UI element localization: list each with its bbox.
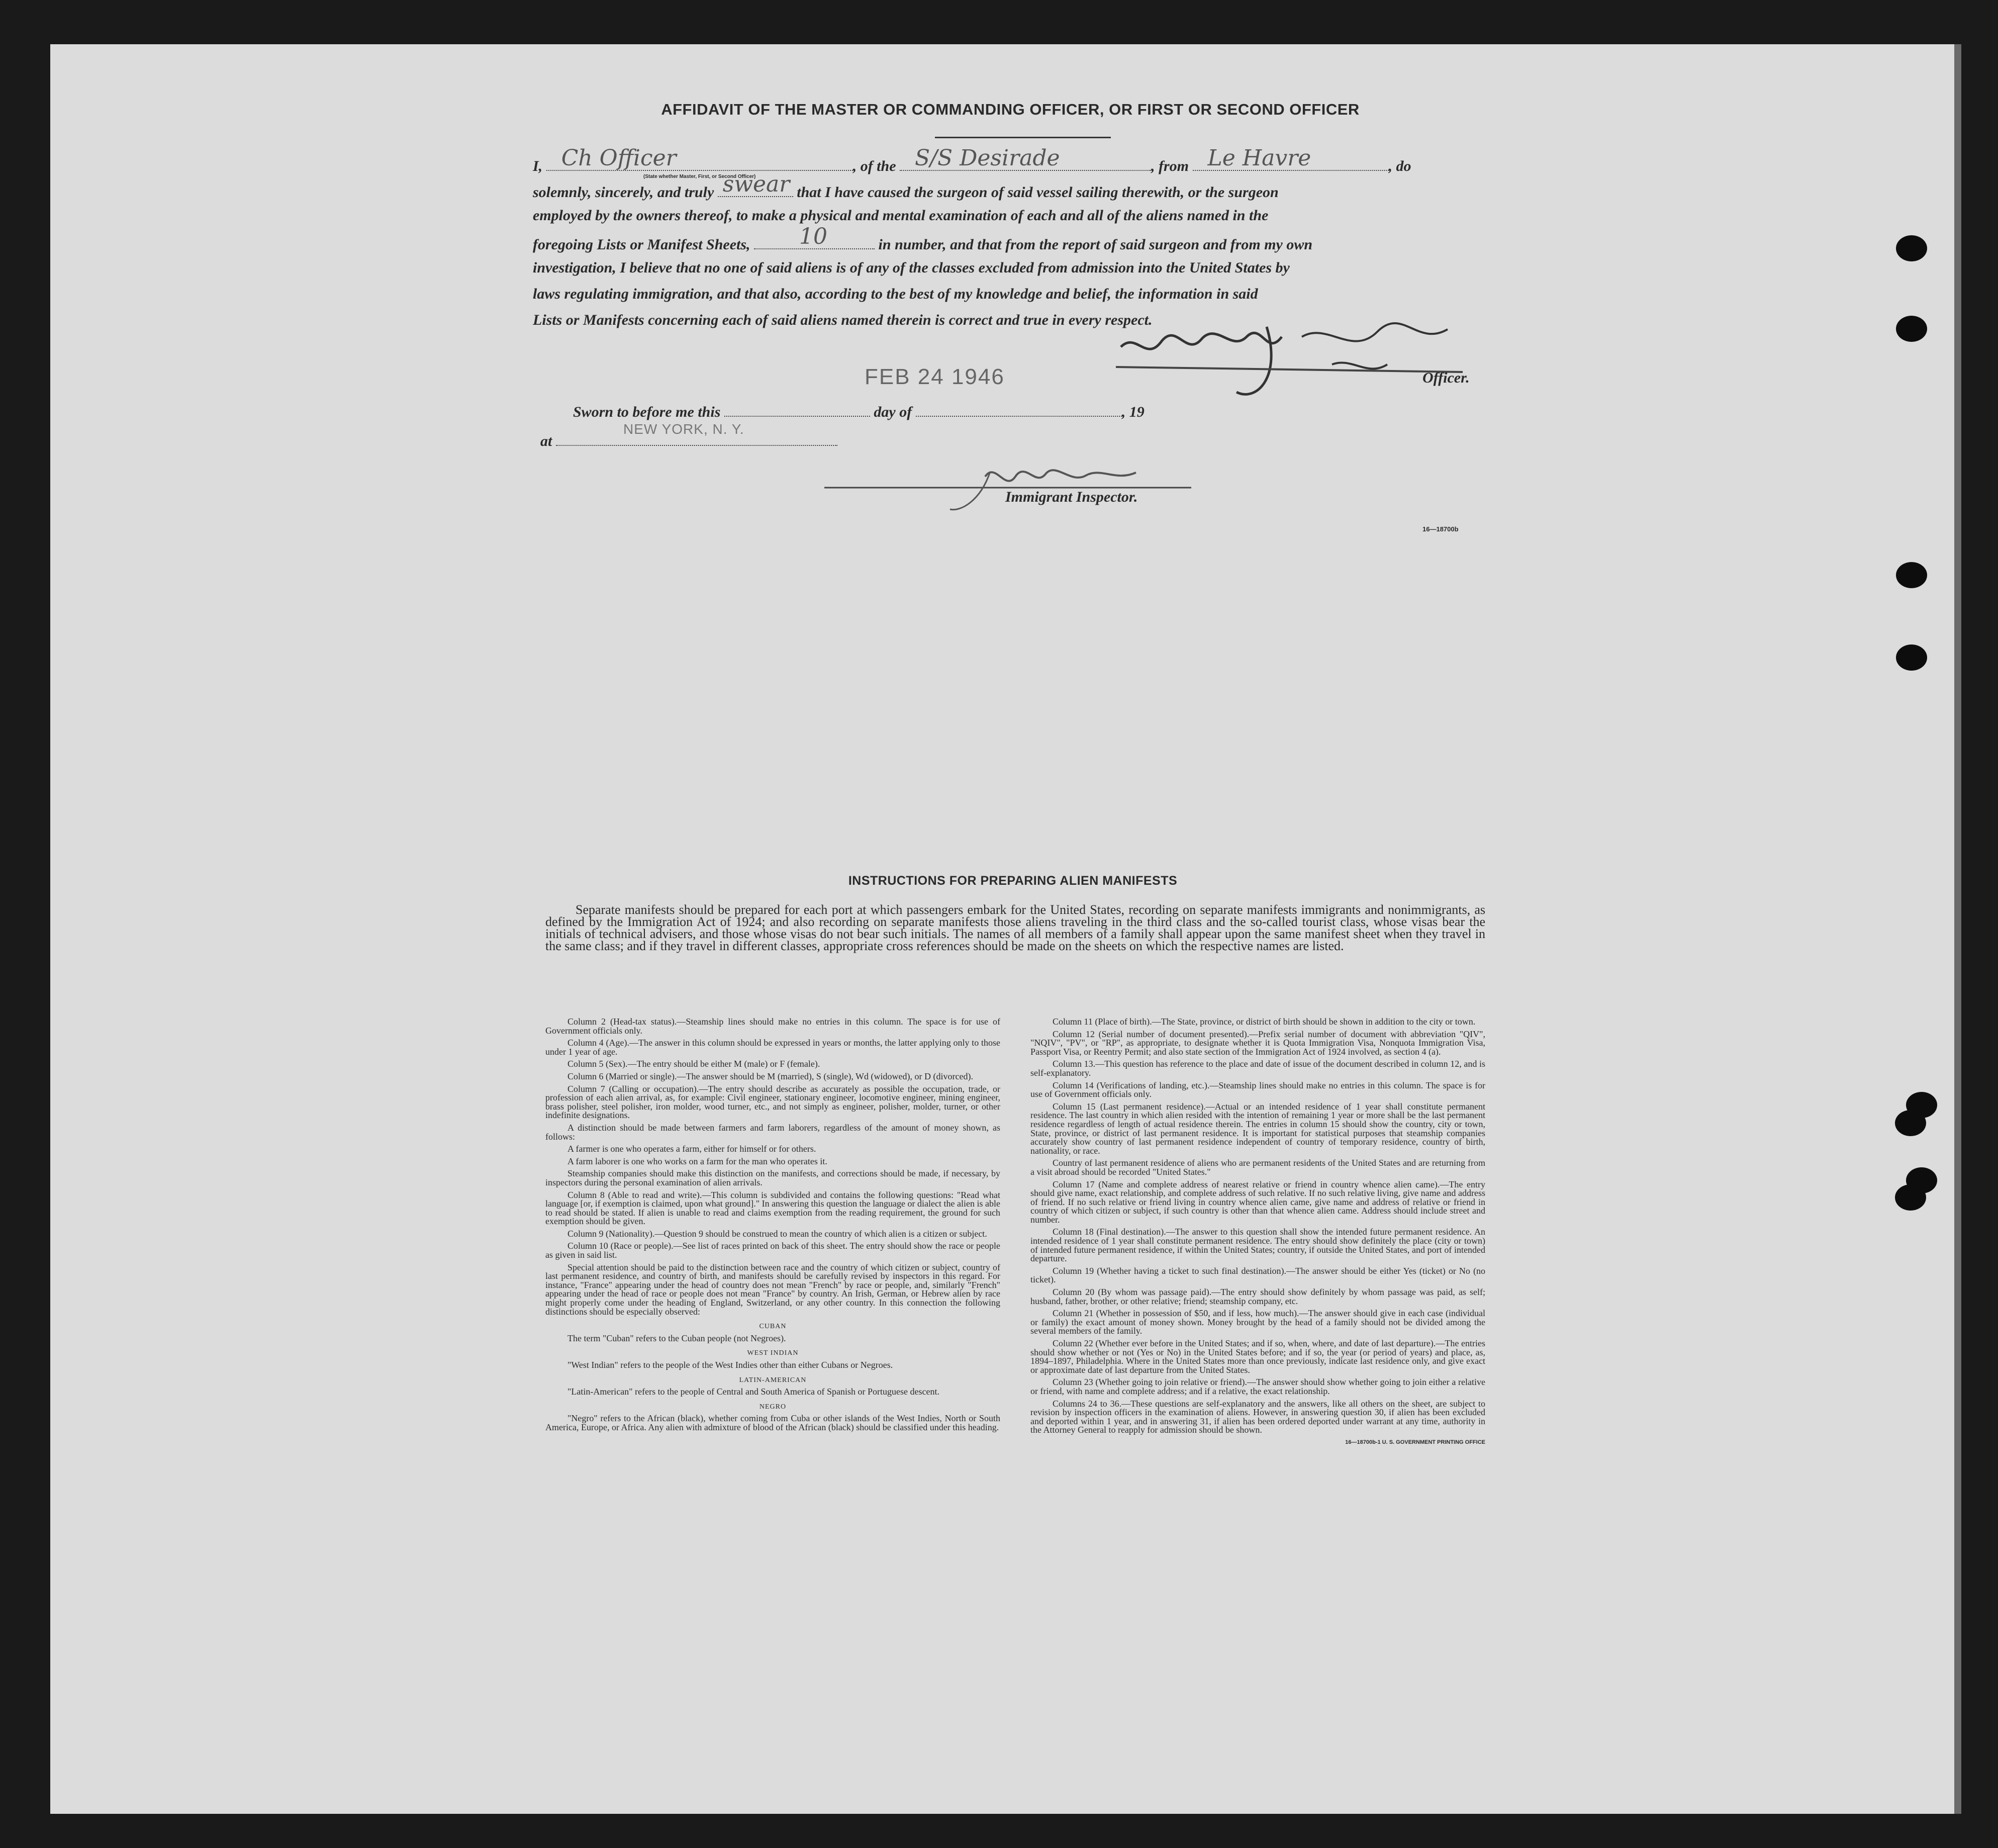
instructions-left-column bbox=[545, 1018, 1000, 1436]
sheets-count-field bbox=[754, 224, 875, 249]
port-field bbox=[1193, 145, 1389, 171]
inspector-label: Immigrant Inspector. bbox=[1005, 489, 1138, 505]
text-negro: "Negro" refers to the African (black), whether coming from Cuba or other islands of the West Indies, North or South America, Europe, or Africa. Any alien with admixture of blood of the African (black) should be classified under this heading. bbox=[545, 1413, 1000, 1432]
affidavit-line-7: Lists or Manifests concerning each of said aliens named therein is correct and true in every respect. bbox=[533, 312, 1153, 328]
heading-cuban: CUBAN bbox=[759, 1323, 787, 1331]
punch-hole bbox=[1895, 1110, 1926, 1136]
title-rule bbox=[935, 137, 1111, 138]
officer-rank-field bbox=[546, 145, 853, 171]
instruction-paragraph: A distinction should be made between farmers and farm laborers, regardless of the amount of money shown, as follows: bbox=[545, 1122, 1000, 1142]
punch-hole bbox=[1896, 644, 1927, 671]
sworn-line bbox=[573, 401, 1145, 421]
punch-hole bbox=[1896, 316, 1927, 342]
heading-latin-american: LATIN-AMERICAN bbox=[739, 1376, 807, 1384]
vessel-field bbox=[900, 145, 1151, 171]
heading-west-indian: WEST INDIAN bbox=[747, 1349, 799, 1357]
line-2a-text: solemnly, sincerely, and truly bbox=[533, 184, 714, 201]
instruction-paragraph: Column 8 (Able to read and write).—This column is subdivided and contains the following questions: "Read what language [or, if exemption is claimed, upon what ground]." In answering this question the language or dialect the alien is able to read should be stated. If alien is unable to read and claims exemption from the reading requirement, the ground for such exemption should be given. bbox=[545, 1189, 1000, 1227]
instruction-paragraph: Special attention should be paid to the distinction between race and the country of which citizen or subject, country of last permanent residence, and country of birth, and manifests should be carefully revised by inspectors in this regard. For instance, "France" appearing under the head of country does not mean "French" by race or people, and, similarly "French" appearing under the head of race or people does not mean "France" by country. An Irish, German, or Hebrew alien by race might properly come under the heading of England, Switzerland, or any other country. In this connection the following distinctions should be especially observed: bbox=[545, 1262, 1000, 1317]
instruction-paragraph: Column 21 (Whether in possession of $50, and if less, how much).—The answer should give in each case (individual or family) the exact amount of money shown. Money brought by the head of a family should not be divided among the several members of the family. bbox=[1030, 1308, 1485, 1336]
punch-hole bbox=[1896, 235, 1927, 261]
instruction-paragraph: Column 20 (By whom was passage paid).—The entry should show definitely by whom passage was paid, as self; husband, father, brother, or other relative; friend; steamship company, etc. bbox=[1030, 1287, 1485, 1306]
punch-hole bbox=[1895, 1184, 1926, 1211]
text-west-indian: "West Indian" refers to the people of the West Indies other than either Cubans or Negroes. bbox=[567, 1360, 893, 1370]
footer-code: 16—18700b-1 U. S. GOVERNMENT PRINTING OFFICE bbox=[1345, 1439, 1485, 1445]
place-stamp: NEW YORK, N. Y. bbox=[623, 421, 744, 437]
affidavit-line-5: investigation, I believe that no one of said aliens is of any of the classes excluded from admission into the United States by bbox=[533, 259, 1290, 276]
sworn-label: Sworn to before me this bbox=[573, 404, 721, 420]
text-latin-american: "Latin-American" refers to the people of Central and South America of Spanish or Portuguese descent. bbox=[567, 1387, 939, 1397]
instruction-paragraph: Column 11 (Place of birth).—The State, province, or district of birth should be shown in addition to the city or town. bbox=[1053, 1017, 1476, 1027]
instruction-paragraph: Column 19 (Whether having a ticket to such final destination).—The answer should be either Yes (ticket) or No (no ticket). bbox=[1030, 1265, 1485, 1285]
instruction-paragraph: Country of last permanent residence of aliens who are permanent residents of the United States and are returning from a visit abroad should be recorded "United States." bbox=[1030, 1158, 1485, 1177]
instruction-paragraph: Column 18 (Final destination).—The answer to this question shall show the intended future permanent residence. An intended residence of 1 year shall constitute permanent residence. The entry should show definitely the place (city or town) of intended future permanent residence, if within the United States; country, if outside the United States, and port of intended departure. bbox=[1030, 1227, 1485, 1264]
instruction-paragraph: Column 15 (Last permanent residence).—Actual or an intended residence of 1 year shall constitute permanent residence. The last country in which alien resided with the intention of remaining 1 year or more shall be the last permanent residence regardless of length of actual residence therein. The entries in column 15 should show the country, city or town, State, province, or district of last permanent residence. It is important for statistical purposes that steamship companies accurately show country of last permanent residence independent of country of temporary residence, country of birth, nationality, or race. bbox=[1030, 1101, 1485, 1156]
instruction-paragraph: Column 22 (Whether ever before in the United States; and if so, when, where, and date of last departure).—The entries should show whether or not (Yes or No) in the United States before; and if so, the year (or period of years) and place, as, 1894–1897, Philadelphia. Where in the United States more than once previously, indicate last residence only, and give exact or approximate date of last departure from the United States. bbox=[1030, 1338, 1485, 1375]
instructions-intro: Separate manifests should be prepared for each port at which passengers embark for the United States, recording on separate manifests immigrants and nonimmigrants, as defined by the Immigration Act of 1924; and also recording on separate manifests those aliens traveling in the third class and the so-called tourist class, whose visas bear the initials of technical advisers, and those whose visas do not bear such initials. The names of all members of a family shall appear upon the same manifest sheet when they travel in the same class; and if they travel in different classes, appropriate cross references should be made on the sheets on which the respective names are listed. bbox=[545, 902, 1485, 953]
text-cuban: The term "Cuban" refers to the Cuban people (not Negroes). bbox=[567, 1333, 786, 1343]
instruction-paragraph: Column 13.—This question has reference to the place and date of issue of the document described in column 12, and is self-explanatory. bbox=[1030, 1059, 1485, 1078]
sheets-handwritten: 10 bbox=[799, 224, 828, 249]
at-label: at bbox=[540, 433, 552, 449]
instruction-paragraph: Column 4 (Age).—The answer in this column should be expressed in years or months, the latter applying only to those under 1 year of age. bbox=[545, 1038, 1000, 1057]
punch-hole bbox=[1896, 562, 1927, 588]
instruction-paragraph: Column 6 (Married or single).—The answer should be M (married), S (single), Wd (widowed), or D (divorced). bbox=[567, 1071, 973, 1081]
instruction-paragraph: A farmer is one who operates a farm, either for himself or for others. bbox=[567, 1144, 816, 1154]
of-the-label: , of the bbox=[852, 158, 896, 174]
heading-negro: NEGRO bbox=[759, 1403, 787, 1411]
from-label: , from bbox=[1151, 158, 1189, 174]
officer-handwritten: Ch Officer bbox=[561, 145, 677, 171]
line-4b-text: in number, and that from the report of said surgeon and from my own bbox=[878, 236, 1313, 253]
do-label: , do bbox=[1388, 158, 1411, 174]
page-edge-shadow bbox=[1954, 44, 1961, 1814]
instruction-paragraph: Column 2 (Head-tax status).—Steamship lines should make no entries in this column. The space is for use of Government officials only. bbox=[545, 1017, 1000, 1036]
affidavit-line-6: laws regulating immigration, and that also, according to the best of my knowledge and belief, the information in said bbox=[533, 286, 1258, 302]
affidavit-title: AFFIDAVIT OF THE MASTER OR COMMANDING OFFICER, OR FIRST OR SECOND OFFICER bbox=[661, 101, 1360, 118]
instruction-paragraph: Column 5 (Sex).—The entry should be either M (male) or F (female). bbox=[567, 1059, 820, 1069]
instruction-paragraph: Column 12 (Serial number of document presented).—Prefix serial number of document with abbreviation "QIV", "NQIV", "PV", or "RP", as appropriate, to designate whether it is Quota Immigration Visa, Nonquota Immigration Visa, Passport Visa, or Reentry Permit; and also state section of the Immigration Act of 1924 involved, as section 4 (a). bbox=[1030, 1029, 1485, 1057]
instructions-title: INSTRUCTIONS FOR PREPARING ALIEN MANIFESTS bbox=[848, 874, 1178, 888]
port-handwritten: Le Havre bbox=[1207, 145, 1311, 171]
rank-note: (State whether Master, First, or Second Officer) bbox=[643, 174, 756, 179]
instruction-paragraph: Column 23 (Whether going to join relative or friend).—The answer should show whether going to join either a relative or friend, with name and complete address; and if a relative, the exact relationship. bbox=[1030, 1377, 1485, 1396]
instruction-paragraph: Column 14 (Verifications of landing, etc.).—Steamship lines should make no entries in this column. The space is for use of Government officials only. bbox=[1030, 1080, 1485, 1099]
instruction-paragraph: Steamship companies should make this distinction on the manifests, and corrections should be made, if necessary, by inspectors during the personal examination of alien arrivals. bbox=[545, 1168, 1000, 1187]
instruction-paragraph: Column 17 (Name and complete address of nearest relative or friend in country whence alien came).—The entry should give name, exact relationship, and complete address of such relative. If no such relative living, give name and address of friend. If no such relative or friend living in country whence alien came, give name and address of relative or friend in country of which citizen or subject, if such country is other than that whence alien came. Address should include street and number. bbox=[1030, 1179, 1485, 1225]
instruction-paragraph: Column 7 (Calling or occupation).—The entry should describe as accurately as possible the occupation, trade, or profession of each alien arrival, as, for example: Civil engineer, stationary engineer, locomotive engineer, mining engineer, brass polisher, steel polisher, iron molder, wood turner, etc., and not simply as engineer, polisher, molder, turner, or other indefinite designations. bbox=[545, 1083, 1000, 1121]
swear-field bbox=[718, 171, 793, 197]
date-stamp: FEB 24 1946 bbox=[865, 364, 1005, 389]
affidavit-line-1 bbox=[533, 145, 1488, 175]
affidavit-line-3: employed by the owners thereof, to make a physical and mental examination of each and all of the aliens named in the bbox=[533, 207, 1269, 224]
sworn-day-field bbox=[724, 401, 870, 417]
swear-handwritten: swear bbox=[722, 171, 790, 197]
instruction-paragraph: Column 9 (Nationality).—Question 9 should be construed to mean the country of which alien is a citizen or subject. bbox=[567, 1228, 987, 1239]
officer-signature bbox=[1116, 317, 1468, 407]
i-label: I, bbox=[533, 158, 543, 174]
instruction-paragraph: Columns 24 to 36.—These questions are self-explanatory and the answers, like all others on the sheet, are subject to revision by inspection officers in the examination of aliens. However, in answering question 30, if alien has been excluded and deported within 1 year, and in answering 31, if alien has been ordered deported under warrant at any time, authority in the Attorney General to reapply for admission should be shown. bbox=[1030, 1398, 1485, 1435]
year-label: , 19 bbox=[1121, 404, 1145, 420]
sworn-month-field bbox=[916, 401, 1122, 417]
officer-label: Officer. bbox=[1422, 369, 1470, 386]
instruction-paragraph: Column 10 (Race or people).—See list of races printed on back of this sheet. The entry should show the race or people as given in said list. bbox=[545, 1241, 1000, 1260]
instructions-right-column bbox=[1030, 1018, 1485, 1451]
line-4a-text: foregoing Lists or Manifest Sheets, bbox=[533, 236, 750, 253]
instruction-paragraph: A farm laborer is one who works on a farm for the man who operates it. bbox=[567, 1156, 827, 1166]
vessel-handwritten: S/S Desirade bbox=[915, 145, 1060, 171]
affidavit-line-4 bbox=[533, 224, 1488, 253]
form-code: 16—18700b bbox=[1422, 525, 1459, 533]
day-of-label: day of bbox=[874, 404, 912, 420]
line-2b-text: that I have caused the surgeon of said vessel sailing therewith, or the surgeon bbox=[797, 184, 1279, 201]
